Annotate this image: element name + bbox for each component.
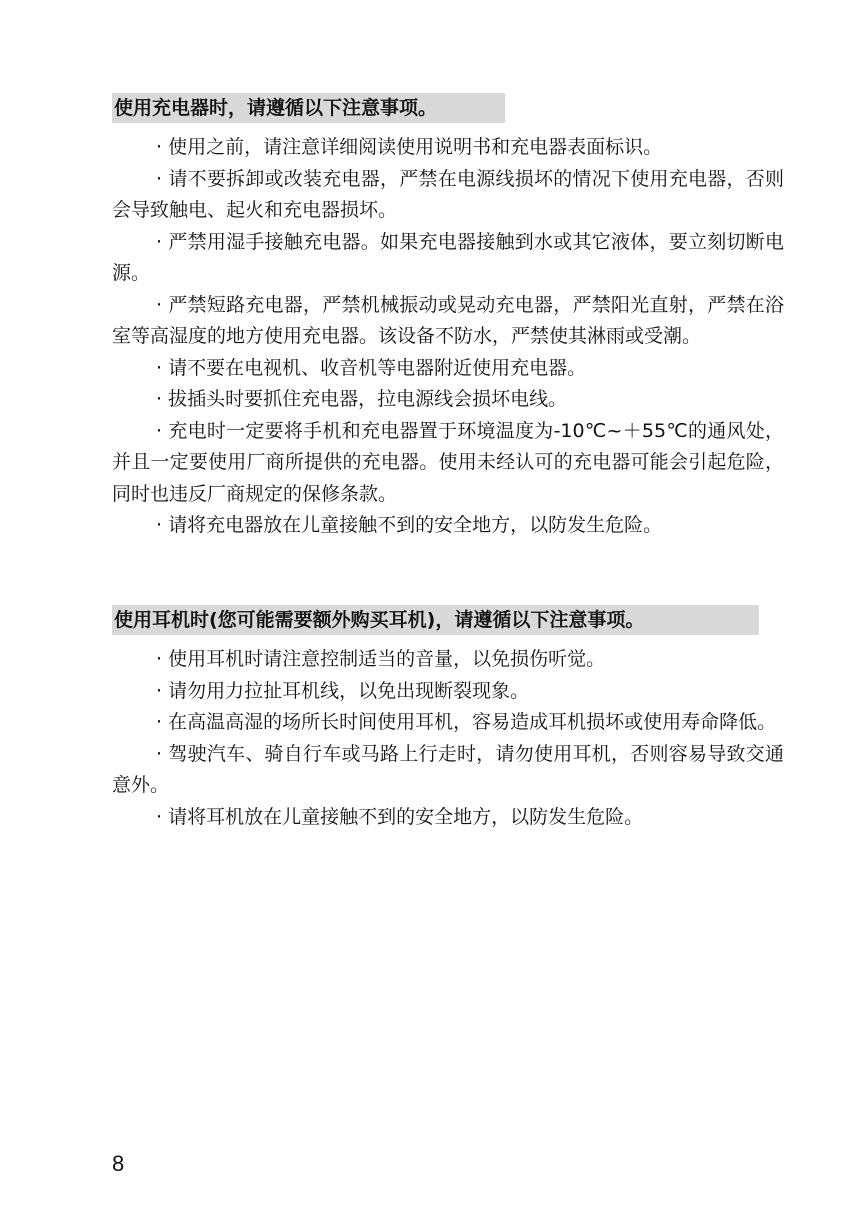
earphone-item-volume: · 使用耳机时请注意控制适当的音量，以免损伤听觉。 <box>156 648 606 670</box>
earphone-item-no-pulling: · 请勿用力拉扯耳机线，以免出现断裂现象。 <box>156 679 530 702</box>
charger-item-no-short-circuit: · 严禁短路充电器，严禁机械振动或晃动充电器，严禁阳光直射，严禁在浴室等高湿度的地方使用充电器。该设备不防水，严禁使其淋雨或受潮。 <box>112 293 784 347</box>
earphone-section-heading: 使用耳机时(您可能需要额外购买耳机)，请遵循以下注意事项。 <box>112 605 759 635</box>
charger-item-no-disassembly: · 请不要拆卸或改装充电器，严禁在电源线损坏的情况下使用充电器，否则会导致触电、起火和充电器损坏。 <box>112 167 784 221</box>
charger-item-temperature: · 充电时一定要将手机和充电器置于环境温度为-10℃~＋55℃的通风处，并且一定要使用厂商所提供的充电器。使用未经认可的充电器可能会引起危险，同时也违反厂商规定的保修条款。 <box>112 419 784 505</box>
earphone-precautions-list <box>112 644 784 833</box>
earphone-item-child-safety: · 请将耳机放在儿童接触不到的安全地方，以防发生危险。 <box>156 805 644 828</box>
charger-item-away-from-electronics: · 请不要在电视机、收音机等电器附近使用充电器。 <box>156 356 587 379</box>
earphone-item-humidity: · 在高温高湿的场所长时间使用耳机，容易造成耳机损坏或使用寿命降低。 <box>156 711 777 733</box>
charger-precautions-list <box>112 132 784 542</box>
page-number: 8 <box>112 1151 125 1176</box>
charger-item-hold-plug: · 拔插头时要抓住充电器，拉电源线会损坏电线。 <box>156 388 568 410</box>
charger-item-read-manual: · 使用之前，请注意详细阅读使用说明书和充电器表面标识。 <box>156 136 663 158</box>
charger-item-no-wet-hands: · 严禁用湿手接触充电器。如果充电器接触到水或其它液体，要立刻切断电源。 <box>112 230 784 284</box>
earphone-item-driving: · 驾驶汽车、骑自行车或马路上行走时，请勿使用耳机，否则容易导致交通意外。 <box>112 742 784 796</box>
charger-section-heading: 使用充电器时，请遵循以下注意事项。 <box>112 93 505 123</box>
charger-item-child-safety: · 请将充电器放在儿童接触不到的安全地方，以防发生危险。 <box>156 514 663 536</box>
